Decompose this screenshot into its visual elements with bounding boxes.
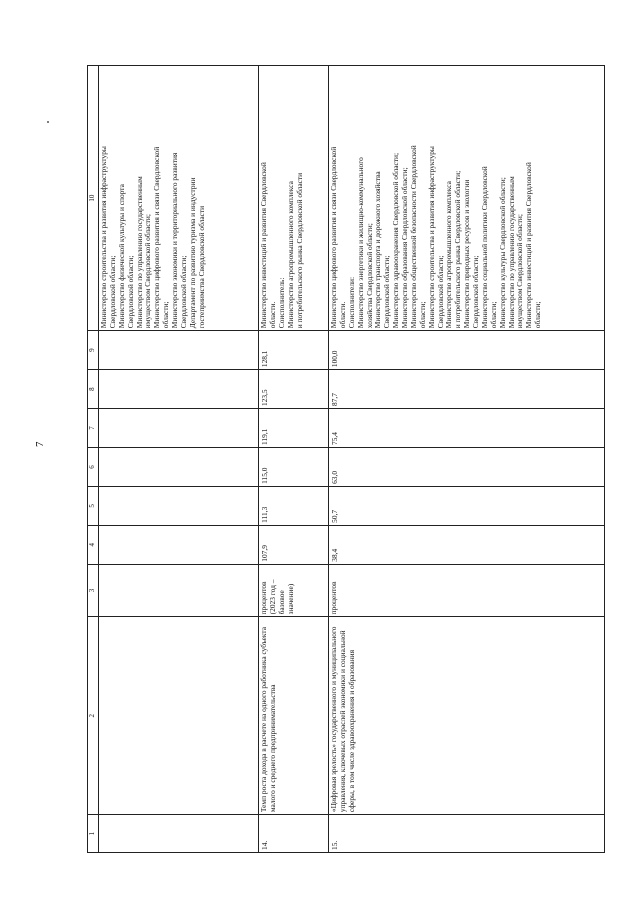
indicator-name: «Цифровая зрелость» государственного и муниципального управления, ключевых отраслей экономики и социальной сферы, в том числе здравоохранения и образования [329, 617, 605, 815]
responsible-line: Министерство природных ресурсов и экологии [462, 179, 472, 329]
table-row-14 [259, 66, 329, 853]
value-cell: 123,5 [259, 370, 329, 409]
responsible-line: Министерство инвестиций и развития Свердловской [259, 162, 268, 329]
responsible-line: области. [267, 301, 277, 329]
responsible-line: Свердловской области; [125, 255, 135, 329]
unit-line: базовое [276, 590, 286, 615]
value-cell [99, 486, 259, 525]
column-header: 5 [88, 486, 99, 525]
responsible-line: области; [533, 301, 543, 329]
value-cell: 115,0 [259, 447, 329, 486]
responsible-line: Министерство экономики и территориального развития [170, 152, 179, 329]
header-row [88, 66, 99, 853]
unit-cell [99, 564, 259, 617]
responsible-line: имуществом Свердловской области; [515, 214, 525, 329]
unit-cell [259, 564, 329, 617]
responsible-line: области; [417, 301, 427, 329]
responsible-line: Министерство общественной безопасности Свердловской [408, 145, 418, 329]
responsible-cell [99, 66, 259, 331]
responsible-line: Министерство инвестиций и развития Свердловской [524, 162, 534, 329]
column-header: 3 [88, 564, 99, 617]
value-cell [99, 409, 259, 448]
column-header: 4 [88, 525, 99, 564]
value-cell: 107,9 [259, 525, 329, 564]
responsible-line: Министерство агропромышленного комплекса [444, 181, 454, 329]
column-header: 10 [88, 66, 99, 331]
responsible-line: Министерство транспорта и дорожного хозяйства [373, 171, 383, 329]
responsible-line: хозяйства Свердловской области; [364, 223, 374, 329]
indicator-name: Темп роста дохода в расчете на одного работника субъекта малого и среднего предпринимательства [259, 617, 329, 815]
column-header: 2 [88, 617, 99, 815]
value-cell: 111,3 [259, 486, 329, 525]
column-header: 1 [88, 815, 99, 853]
responsible-line: Свердловской области; [471, 255, 480, 329]
unit-line: процентов [259, 581, 268, 615]
responsible-line: имуществом Свердловской области; [143, 214, 153, 329]
value-cell [99, 447, 259, 486]
responsible-line: области; [488, 301, 498, 329]
value-cell: 100,0 [329, 331, 605, 370]
page-number: 7 [34, 441, 46, 447]
responsible-line: Министерство цифрового развития и связи Свердловской [329, 146, 338, 329]
scan-speck [47, 121, 49, 123]
unit-cell [329, 564, 605, 617]
responsible-line: Министерство энергетики и жилищно-коммунального [355, 157, 365, 329]
column-header: 6 [88, 447, 99, 486]
responsible-line: Министерство образования Свердловской области; [400, 167, 409, 329]
row-number [99, 815, 259, 853]
responsible-line: Министерство здравоохранения Свердловской области; [391, 152, 401, 329]
value-cell: 119,1 [259, 409, 329, 448]
value-cell: 75,4 [329, 409, 605, 448]
responsible-line: Свердловской области; [107, 255, 117, 329]
responsible-line: Министерство агропромышленного комплекса [285, 181, 295, 329]
responsible-line: Министерство культуры Свердловской области; [497, 177, 507, 329]
value-cell [99, 525, 259, 564]
responsible-line: Министерство по управлению государственным [506, 176, 516, 329]
row-number: 14. [259, 815, 329, 853]
value-cell [99, 370, 259, 409]
responsible-line: гостеприимства Свердловской области [196, 205, 206, 329]
responsible-line: Департамент по развитию туризма и индустрии [187, 177, 197, 329]
unit-line: (2023 год – [267, 579, 277, 615]
responsible-cell [259, 66, 329, 331]
column-header: 7 [88, 409, 99, 448]
rotated-table-wrapper [87, 65, 606, 853]
table-row-continuation [99, 66, 259, 853]
responsible-line: и потребительского рынка Свердловской области; [453, 170, 463, 329]
row-number: 15. [329, 815, 605, 853]
responsible-line: Соисполнители: [346, 276, 356, 329]
responsible-line: области; [161, 301, 171, 329]
value-cell: 63,0 [329, 447, 605, 486]
value-cell: 128,1 [259, 331, 329, 370]
responsible-line: области. [337, 301, 347, 329]
responsible-line: Министерство строительства и развития инфраструктуры [99, 146, 108, 329]
responsible-line: Министерство цифрового развития и связи Свердловской [152, 146, 162, 329]
table-row-15 [329, 66, 605, 853]
responsible-line: Министерство физической культуры и спорта [116, 184, 126, 329]
value-cell [99, 331, 259, 370]
value-cell: 50,7 [329, 486, 605, 525]
responsible-line: и потребительского рынка Свердловской области [294, 172, 304, 329]
unit-line: значение) [285, 583, 295, 615]
value-cell: 38,4 [329, 525, 605, 564]
responsible-line: Свердловской области; [382, 255, 392, 329]
indicator-name [99, 617, 259, 815]
responsible-line: Министерство социальной политики Свердловской [479, 166, 489, 329]
unit-line: процентов [329, 581, 338, 615]
responsible-line: Министерство по управлению государственным [134, 176, 144, 329]
column-header: 8 [88, 370, 99, 409]
indicators-table [87, 65, 605, 853]
responsible-line: Соисполнитель: [276, 277, 286, 329]
responsible-line: Свердловской области; [178, 255, 188, 329]
responsible-line: Свердловской области; [435, 255, 445, 329]
value-cell: 87,7 [329, 370, 605, 409]
responsible-line: Министерство строительства и развития инфраструктуры [426, 146, 436, 329]
responsible-cell [329, 66, 605, 331]
column-header: 9 [88, 331, 99, 370]
